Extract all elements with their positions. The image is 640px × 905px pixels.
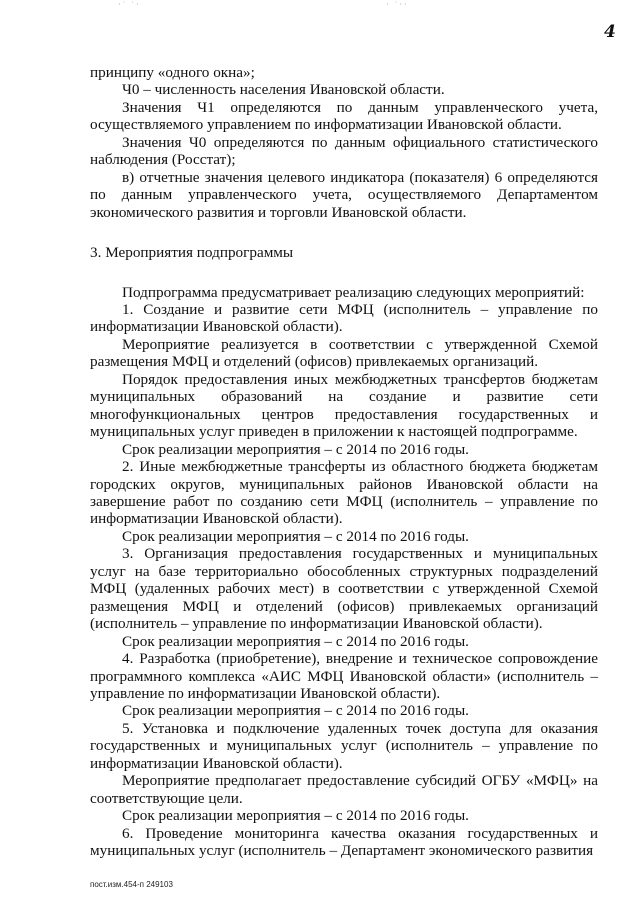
scan-artifact: ·˙ ˙· [118,0,141,9]
paragraph: Ч0 – численность населения Ивановской области. [122,81,445,99]
scan-artifact: · ˙·· [386,0,409,9]
paragraph: Мероприятие предполагает предоставление субсидий ОГБУ «МФЦ» на соответствующие цели. [90,772,598,807]
paragraph: Значения Ч0 определяются по данным официального статистического наблюдения (Росстат); [90,133,598,169]
paragraph: 2. Иные межбюджетные трансферты из областного бюджета бюджетам городских округов, муниципальных районов Ивановской области на завершение работ по созданию сети МФЦ (исполнитель – управление по информатизации Ивановской области). [90,458,598,528]
section-heading: 3. Мероприятия подпрограммы [90,244,294,262]
page-number: 4 [604,22,616,42]
paragraph: Срок реализации мероприятия – с 2014 по 2016 годы. [122,807,469,825]
paragraph: 3. Организация предоставления государственных и муниципальных услуг на базе территориально обособленных структурных подразделений МФЦ (удаленных рабочих мест) в соответствии с утвержденной Схемой размещения МФЦ и отделений (офисов) привлекаемых организаций (исполнитель – управление по информатизации Ивановской области). [90,545,598,633]
paragraph: 5. Установка и подключение удаленных точек доступа для оказания государственных и муниципальных услуг (исполнитель – управление по информатизации Ивановской области). [90,719,598,772]
document-body [90,64,598,859]
paragraph: 6. Проведение мониторинга качества оказания государственных и муниципальных услуг (исполнитель – Департамент экономического развития [90,824,598,860]
paragraph: Срок реализации мероприятия – с 2014 по 2016 годы. [122,440,469,458]
paragraph: Срок реализации мероприятия – с 2014 по 2016 годы. [122,702,469,720]
paragraph: Срок реализации мероприятия – с 2014 по 2016 годы. [122,527,469,545]
footer-note: пост.изм.454-п 249103 [90,880,173,889]
paragraph: Подпрограмма предусматривает реализацию следующих мероприятий: [122,283,585,301]
paragraph: 4. Разработка (приобретение), внедрение и техническое сопровождение программного комплекса «АИС МФЦ Ивановской области» (исполнитель – управление по информатизации Ивановской области). [90,650,598,702]
paragraph: Мероприятие реализуется в соответствии с утвержденной Схемой размещения МФЦ и отделений (офисов) привлекаемых организаций. [90,335,598,371]
paragraph: принципу «одного окна»; [90,64,255,81]
paragraph: Срок реализации мероприятия – с 2014 по 2016 годы. [122,632,469,650]
paragraph: Значения Ч1 определяются по данным управленческого учета, осуществляемого управлением по информатизации Ивановской области. [90,98,598,134]
paragraph: Порядок предоставления иных межбюджетных трансфертов бюджетам муниципальных образований на создание и развитие сети многофункциональных центров предоставления государственных и муниципальных услуг приведен в приложении к настоящей подпрограмме. [90,370,598,441]
paragraph: в) отчетные значения целевого индикатора (показателя) 6 определяются по данным управленческого учета, осуществляемого Департаментом экономического развития и торговли Ивановской области. [90,168,598,221]
paragraph: 1. Создание и развитие сети МФЦ (исполнитель – управление по информатизации Ивановской области). [90,300,598,336]
